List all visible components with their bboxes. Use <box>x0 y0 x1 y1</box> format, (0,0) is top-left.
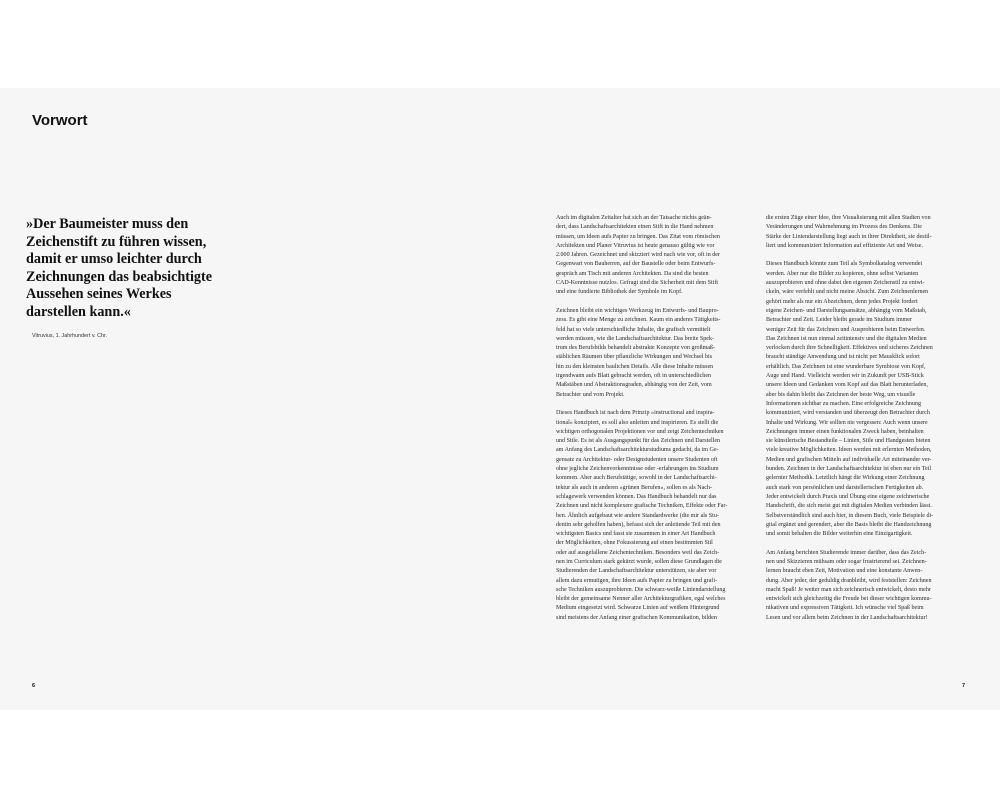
text-line: Medium eingesetzt wird. Schwarze Linien auf weißem Hintergrund <box>556 605 720 612</box>
text-line: stäblichen Räumen über pflanzliche Wirkungen und Wechsel bis <box>556 354 713 361</box>
text-line: aber bis dahin bleibt das Zeichnen der beste Weg, um visuelle <box>766 391 916 398</box>
quote-line: darstellen kann.« <box>26 303 131 320</box>
text-line: müssen, um Ideen aufs Papier zu bringen. Das Zitat vom römischen <box>556 233 720 240</box>
text-line: zess. Es gibt eine Menge zu zeichnen. Kaum ein anderes Tätigkeits- <box>556 317 721 324</box>
text-line: erhältlich. Das Zeichnen ist eine wunderbare Symbiose von Kopf, <box>766 363 926 370</box>
text-line: Am Anfang berichten Studierende immer darüber, dass das Zeich- <box>766 549 927 556</box>
text-line: tektur als auch in anderen »grünen Berufen«, sollen es als Nach- <box>556 484 712 491</box>
text-line: lernen braucht eben Zeit, Motivation und eine konstante Anwen- <box>766 568 923 575</box>
text-line: allem dazu ermutigen, ihre Ideen aufs Papier zu bringen und grafi- <box>556 577 718 584</box>
text-line: braucht ständige Anwendung und ist nicht per Mausklick sofort <box>766 354 920 361</box>
body-paragraph <box>556 409 753 623</box>
text-line: werden müssen, wie die Landschaftsarchitektur. Das breite Spek- <box>556 335 715 342</box>
text-line: Jeder entwickelt durch Praxis und Übung eine eigene zeichnerische <box>766 493 930 500</box>
text-line: Auch im digitalen Zeitalter hat sich an der Tatsache nichts geän- <box>556 215 712 221</box>
body-paragraph <box>766 549 963 623</box>
text-line: Inhalte und Wirkung. Wir sollten nie vergessen: Auch wenn unsere <box>766 419 928 426</box>
text-line: macht Spaß! Je weiter man sich zeichnerisch entwickelt, desto mehr <box>766 586 931 593</box>
text-line: auszuprobieren und ohne dabei den eigenen Zeichenstil zu entwi- <box>766 280 925 287</box>
text-line: Zeichnen und nicht komplexere grafische Techniken, Effekte oder Far- <box>556 503 728 510</box>
text-line: gelernter Methodik. Letztlich hängt die Wirkung einer Zeichnung <box>766 475 925 482</box>
text-line: tional« konzipiert, es soll also anleiten und inspirieren. Es stellt die <box>556 419 719 426</box>
body-paragraph <box>766 214 963 251</box>
text-line: verlocken durch ihre Schnelligkeit. Effektives und sicheres Zeichnen <box>766 345 933 352</box>
text-line: oder auf ausgefallene Zeichentechniken. Besonders weil das Zeich- <box>556 549 720 556</box>
body-paragraph <box>556 307 753 400</box>
text-line: die ersten Züge einer Idee, ihre Visualisierung mit allen Stadien von <box>766 215 931 221</box>
text-line: und somit behalten die Bilder weiterhin eine Einzigartigkeit. <box>766 531 913 538</box>
text-line: viele kreative Möglichkeiten. Ideen werden mit erlernten Methoden, <box>766 447 932 454</box>
text-line: nen und Skizzieren mühsam oder sogar frustrierend sei. Zeichnen- <box>766 558 927 565</box>
text-line: wichtigsten Basics und fasst sie zusammen in einer Art Handbuch <box>556 531 716 538</box>
quote-line: Zeichenstift zu führen wissen, <box>26 233 207 250</box>
text-line: sind meistens der Anfang einer grafischen Kommunikation, bilden <box>556 614 717 621</box>
text-line: 2.000 Jahren. Gezeichnet und skizziert wird nach wie vor, oft in der <box>556 252 720 259</box>
text-line: schlagewerk verwenden können. Das Handbuch behandelt nur das <box>556 493 717 500</box>
text-line: Auge und Hand. Vielleicht werden wir in Zukunft per USB-Stick <box>766 373 924 380</box>
text-line: unsere Ideen und Gedanken vom Kopf auf das Blatt herunterladen, <box>766 382 928 389</box>
body-column-left <box>556 214 753 632</box>
page-number-right: 7 <box>962 683 966 689</box>
text-line: gehört mehr als nur ein Abzeichnen, denn jedes Projekt fordert <box>766 298 918 305</box>
text-line: kommen. Aber auch Berufstätige, sowohl in der Landschaftsarchi- <box>556 475 717 482</box>
text-line: eigene Zeichen- und Darstellungsansätze, abhängig vom Maßstab, <box>766 307 927 314</box>
text-line: Informationen sichtbar zu machen. Eine erfolgreiche Zeichnung <box>766 400 921 407</box>
text-line: feld hat so viele unterschiedliche Inhalte, die grafisch vermittelt <box>556 326 711 333</box>
text-line: gensatz zu Architektur- oder Designstudenten unsere Studenten oft <box>556 456 718 463</box>
text-line: hin zu den kleinsten baulichen Details. Alle diese Inhalte müssen <box>556 363 714 370</box>
text-line: und eine fundierte Bibliothek der Symbole im Kopf. <box>556 289 683 296</box>
text-line: werden. Aber nur die Bilder zu kopieren, ohne selbst Varianten <box>766 270 919 277</box>
text-line: am Anfang des Landschaftsarchitekturstudiums gedacht, da im Ge- <box>556 447 719 454</box>
text-line: Gegenwart von Bauherren, auf der Baustelle oder beim Entwurfs- <box>556 261 716 268</box>
text-line: Lesen und vor allem beim Zeichnen in der Landschaftsarchitektur! <box>766 614 928 621</box>
text-line: nikativen und expressiven Tätigkeit. Ich wünsche viel Spaß beim <box>766 605 924 612</box>
text-line: Maßstäben und Abstraktionsgraden, abhängig von der Zeit, vom <box>556 382 712 389</box>
text-line: Veränderungen und Wahrnehmung im Prozess des Denkens. Die <box>766 224 922 231</box>
text-line: gital ergänzt und gerendert, aber die Basis bleibt die Handzeichnung <box>766 521 932 528</box>
text-line: Das Zeichnen ist nun einmal zeitintensiv und die digitalen Medien <box>766 335 927 342</box>
quote-line: Zeichnungen das beabsichtigte <box>26 268 213 285</box>
text-line: ben. Ähnlich aufgebaut wie andere Standardwerke (die mir als Stu- <box>556 512 719 519</box>
quote-attribution: Vitruvius, 1. Jahrhundert v. Chr. <box>32 333 108 339</box>
text-line: auch stark von persönlichen und darstellerischen Fertigkeiten ab. <box>766 484 924 491</box>
body-paragraph <box>766 260 963 539</box>
text-line: ohne jegliche Zeichenvorkenntnisse oder -erfahrungen ins Studium <box>556 466 719 473</box>
text-line: sche Techniken auszuprobieren. Die schwarz-weiße Liniendarstellung <box>556 586 726 593</box>
text-line: der Möglichkeiten, ohne Fokussierung auf einen bestimmten Stil <box>556 540 713 547</box>
text-line: Zeichnen bleibt ein wichtiges Werkzeug im Entwurfs- und Baupro- <box>556 307 719 314</box>
text-line: irgendwann aufs Blatt gebracht werden, oft in unterschiedlichen <box>556 373 712 380</box>
text-line: Dieses Handbuch ist nach dem Prinzip »instructional and inspira- <box>556 410 715 417</box>
text-line: dentin sehr geholfen haben), befasst sich der anleitende Teil mit den <box>556 521 721 528</box>
text-line: bleibt der gemeinsame Nenner aller Architekturgrafiken, egal welches <box>556 596 726 603</box>
quote-line: damit er umso leichter durch <box>26 251 202 267</box>
text-line: kommuniziert, wird verstanden und überzeugt den Betrachter durch <box>766 410 930 417</box>
text-line: entwickelt sich gleichzeitig die Freude bei dieser wichtigen kommu- <box>766 596 932 603</box>
body-column-right <box>766 214 963 632</box>
quote-line: »Der Baumeister muss den <box>26 216 189 232</box>
quote-line: Aussehen seines Werkes <box>26 286 172 302</box>
text-line: Stärke der Liniendarstellung liegt auch in ihrer Direktheit, sie destil- <box>766 233 932 240</box>
text-line: sie künstlerische Bestandteile – Linien, Stile und Handgesten bieten <box>766 438 931 445</box>
text-line: Betrachter und Zeit. Leider bleibt gerade im Studium immer <box>766 317 912 324</box>
text-line: CAD-Kenntnisse nutzlos. Gefragt sind die Sicherheit mit dem Stift <box>556 280 719 287</box>
body-paragraph <box>556 214 753 298</box>
text-line: dung. Aber jeder, der geduldig dranbleibt, wird feststellen: Zeichnen <box>766 577 932 584</box>
text-line: und Stile. Es ist als Ausgangspunkt für das Zeichnen und Darstellen <box>556 438 721 445</box>
page-heading: Vorwort <box>32 112 88 129</box>
text-line: Betrachter und vom Projekt. <box>556 391 625 398</box>
text-line: dert, dass Landschaftsarchitekten einen Stift in die Hand nehmen <box>556 224 714 231</box>
text-line: Selbstverständlich sind auch hier, in diesem Buch, viele Beispiele di- <box>766 512 934 519</box>
text-line: Zeichnungen immer einen funktionalen Zweck haben, beinhalten <box>766 428 924 435</box>
text-line: wichtigen orthogonalen Projektionen vor und zeigt Zeichentechniken <box>556 428 724 435</box>
text-line: nen im Curriculum stark gekürzt wurde, sollen diese Grundlagen die <box>556 558 722 565</box>
text-line: Studierenden der Landschaftsarchitektur unterstützen, sie aber vor <box>556 568 717 575</box>
text-line: gespräch am Tisch mit anderen Architekten. Da sind die besten <box>556 270 709 277</box>
text-line: trum des Berufsbilds behandelt abstrakte Konzepte von großmaß- <box>556 345 716 352</box>
text-line: liert und kommuniziert Information auf effiziente Art und Weise. <box>766 242 923 249</box>
text-line: bunden. Zeichnen in der Landschaftsarchitektur ist eben nur ein Teil <box>766 466 932 473</box>
text-line: ckeln, wäre verfehlt und nicht meine Absicht. Zum Zeichnenlernen <box>766 289 929 296</box>
text-line: Dieses Handbuch könnte zum Teil als Symbolkatalog verwendet <box>766 261 923 268</box>
text-line: weniger Zeit für das Zeichnen und Ausprobieren beim Entwerfen. <box>766 326 926 333</box>
page-number-left: 6 <box>32 683 36 689</box>
text-line: Handschrift, die sich meist gut mit digitalen Medien verbinden lässt. <box>766 503 932 510</box>
text-line: Medien und grafischen Mitteln auf individuelle Art miteinander ver- <box>766 456 932 463</box>
text-line: Architekten und Planer Vitruvius ist heute genauso gültig wie vor <box>556 242 715 249</box>
epigraph-quote <box>26 216 266 321</box>
